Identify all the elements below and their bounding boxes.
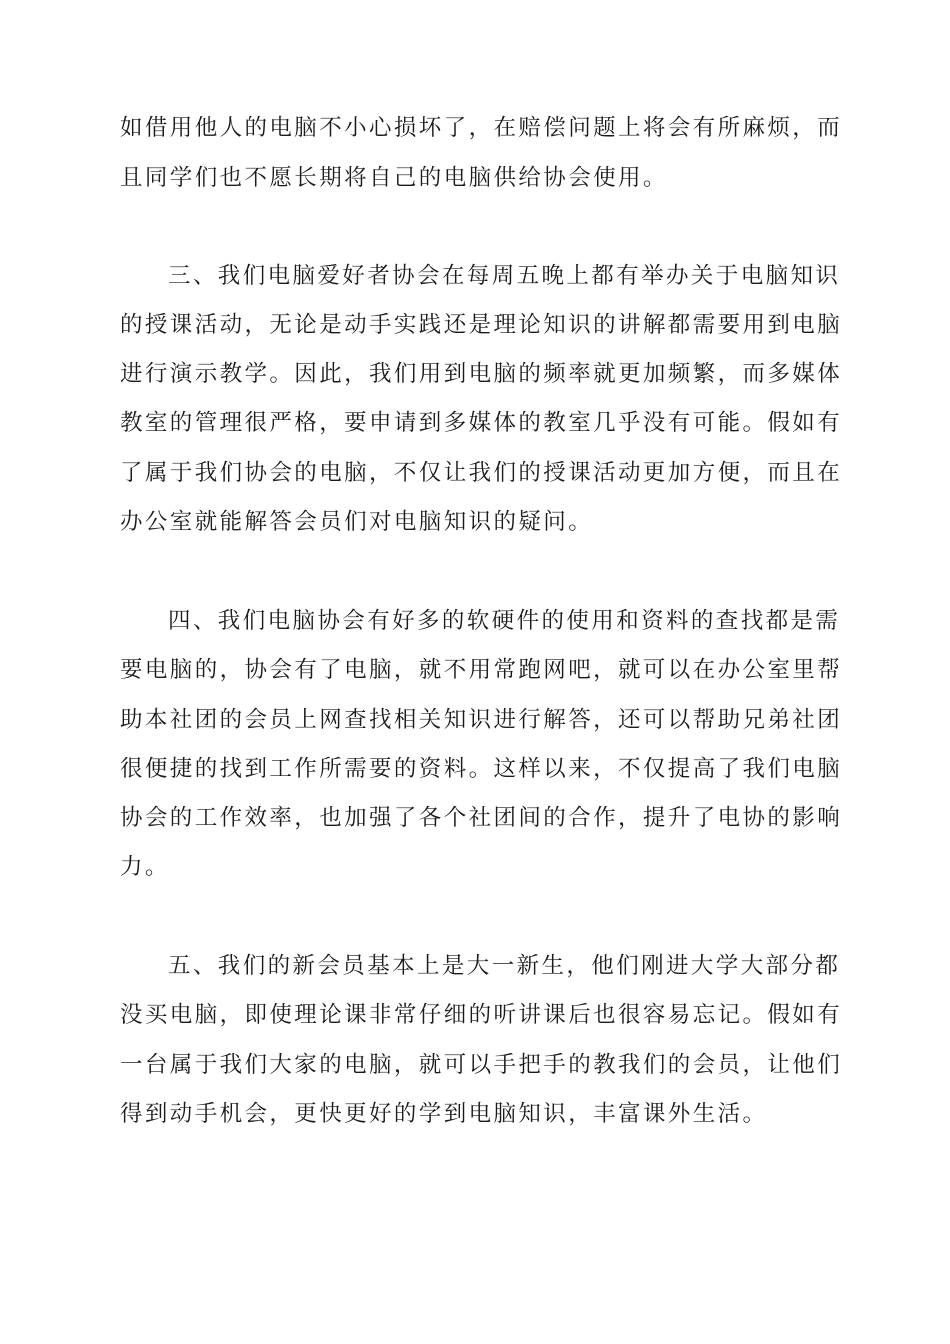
paragraph-1-line-1: 如借用他人的电脑不小心损坏了，在赔偿问题上将会有所麻烦，而 — [120, 115, 843, 141]
paragraph-3-line-6: 力。 — [120, 854, 170, 880]
paragraph-1-line-2: 且同学们也不愿长期将自己的电脑供给协会使用。 — [120, 165, 668, 191]
paragraph-4-line-1: 五、我们的新会员基本上是大一新生，他们刚进大学大部分都 — [168, 953, 841, 979]
paragraph-2-line-4: 教室的管理很严格，要申请到多媒体的教室几乎没有可能。假如有 — [120, 410, 843, 436]
paragraph-2-line-1: 三、我们电脑爱好者协会在每周五晚上都有举办关于电脑知识 — [168, 263, 841, 289]
paragraph-4-line-4: 得到动手机会，更快更好的学到电脑知识，丰富课外生活。 — [120, 1101, 768, 1127]
paragraph-3-line-4: 很便捷的找到工作所需要的资料。这样以来，不仅提高了我们电脑 — [120, 756, 843, 782]
paragraph-3-line-2: 要电脑的，协会有了电脑，就不用常跑网吧，就可以在办公室里帮 — [120, 657, 843, 683]
paragraph-3-line-3: 助本社团的会员上网查找相关知识进行解答，还可以帮助兄弟社团 — [120, 707, 843, 733]
paragraph-4-line-2: 没买电脑，即使理论课非常仔细的听讲课后也很容易忘记。假如有 — [120, 1002, 843, 1028]
paragraph-2-line-2: 的授课活动，无论是动手实践还是理论知识的讲解都需要用到电脑 — [120, 312, 843, 338]
paragraph-2-line-3: 进行演示教学。因此，我们用到电脑的频率就更加频繁，而多媒体 — [120, 361, 843, 387]
paragraph-4-line-3: 一台属于我们大家的电脑，就可以手把手的教我们的会员，让他们 — [120, 1052, 843, 1078]
paragraph-3-line-5: 协会的工作效率，也加强了各个社团间的合作，提升了电协的影响 — [120, 805, 843, 831]
paragraph-2-line-6: 办公室就能解答会员们对电脑知识的疑问。 — [120, 509, 594, 535]
paragraph-3-line-1: 四、我们电脑协会有好多的软硬件的使用和资料的查找都是需 — [168, 608, 841, 634]
paragraph-2-line-5: 了属于我们协会的电脑，不仅让我们的授课活动更加方便，而且在 — [120, 460, 843, 486]
